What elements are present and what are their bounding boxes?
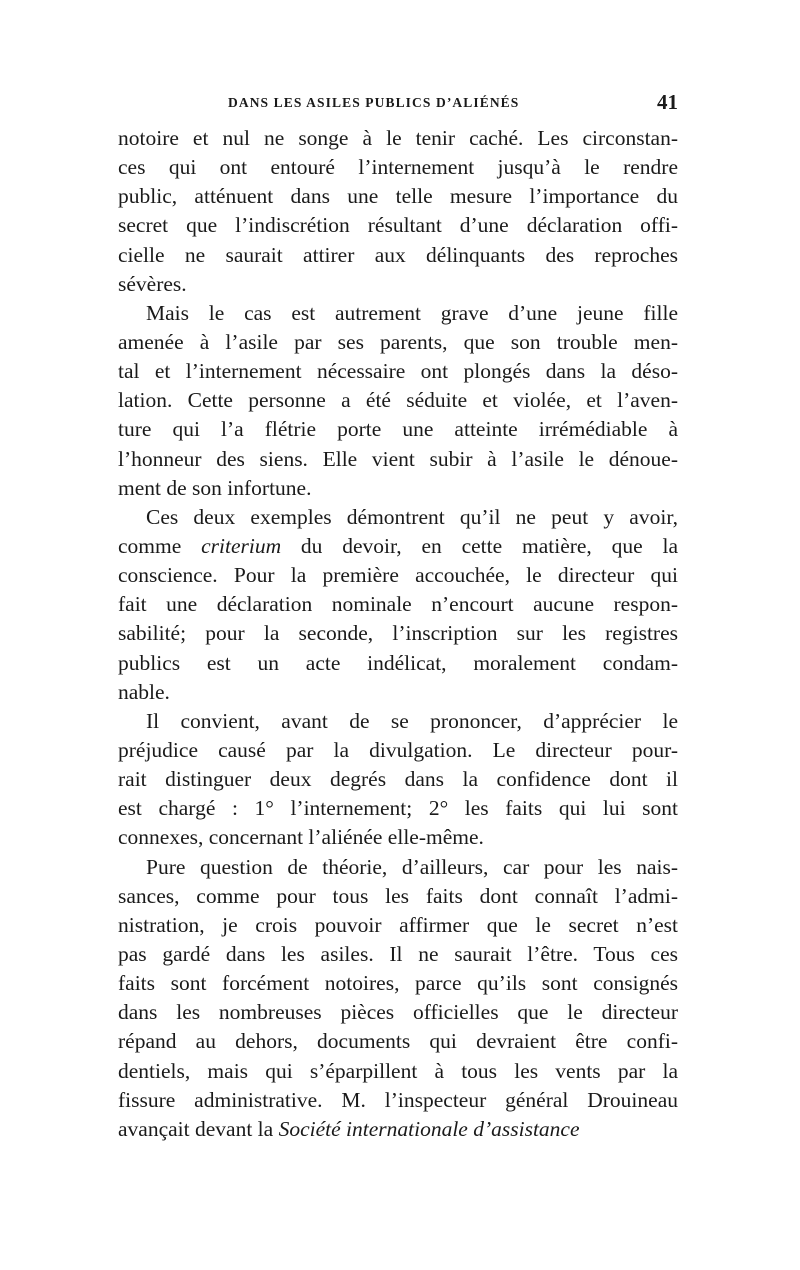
text-line: dentiels, mais qui s’éparpillent à tous les vents par la (118, 1058, 678, 1083)
text-line: nistration, je crois pouvoir affirmer que le secret n’est (118, 912, 678, 937)
text-line: secret que l’indiscrétion résultant d’une déclaration offi- (118, 213, 678, 238)
text-line: sances, comme pour tous les faits dont connaît l’admi- (118, 883, 678, 908)
text-line: fissure administrative. M. l’inspecteur général Drouineau (118, 1087, 678, 1112)
text-line: préjudice causé par la divulgation. Le directeur pour- (118, 737, 678, 762)
text-segment: comme (118, 533, 202, 558)
text-line: publics est un acte indélicat, moralement condam- (118, 650, 678, 675)
text-line: fait une déclaration nominale n’encourt aucune respon- (118, 592, 678, 617)
body-text (118, 124, 678, 1144)
text-line: pas gardé dans les asiles. Il ne saurait l’être. Tous ces (118, 941, 678, 966)
text-line: conscience. Pour la première accouchée, le directeur qui (118, 563, 678, 588)
text-line: ment de son infortune. (118, 475, 312, 500)
text-line: dans les nombreuses pièces officielles que le directeur (118, 1000, 678, 1025)
text-line: ture qui l’a flétrie porte une atteinte irrémédiable à (118, 417, 678, 442)
text-line: répand au dehors, documents qui devraient être confi- (118, 1029, 678, 1054)
text-line: tal et l’internement nécessaire ont plongés dans la déso- (118, 359, 678, 384)
text-line: amenée à l’asile par ses parents, que son trouble men- (118, 329, 678, 354)
text-line: lation. Cette personne a été séduite et violée, et l’aven- (118, 388, 678, 413)
text-line (118, 1115, 678, 1144)
text-line: sabilité; pour la seconde, l’inscription sur les registres (118, 621, 678, 646)
text-line: notoire et nul ne songe à le tenir caché. Les circonstan- (118, 126, 678, 150)
text-line: public, atténuent dans une telle mesure l’importance du (118, 184, 678, 209)
italic-text: Société internationale d’assistance (278, 1116, 580, 1141)
text-line: Mais le cas est autrement grave d’une jeune fille (146, 300, 678, 325)
text-line: Ces deux exemples démontrent qu’il ne peut y avoir, (146, 504, 678, 529)
text-line: Il convient, avant de se prononcer, d’apprécier le (146, 708, 678, 733)
text-line: ces qui ont entouré l’internement jusqu’à le rendre (118, 155, 678, 180)
text-line: Pure question de théorie, d’ailleurs, car pour les nais- (146, 854, 678, 879)
text-line: sévères. (118, 271, 187, 296)
page-number: 41 (657, 90, 678, 114)
text-line: est chargé : 1° l’internement; 2° les faits qui lui sont (118, 796, 678, 821)
text-line: cielle ne saurait attirer aux délinquants des reproches (118, 242, 678, 267)
text-line (118, 532, 678, 561)
text-line: nable. (118, 679, 170, 704)
text-segment: du devoir, en cette matière, que la (281, 533, 678, 558)
text-line: connexes, concernant l’aliénée elle-même. (118, 825, 484, 850)
text-line: faits sont forcément notoires, parce qu’ils sont consignés (118, 971, 678, 996)
text-segment: avançait devant la (118, 1116, 279, 1141)
text-line: rait distinguer deux degrés dans la confidence dont il (118, 767, 678, 792)
text-line: l’honneur des siens. Elle vient subir à l’asile le dénoue- (118, 446, 678, 471)
running-head (118, 92, 678, 116)
italic-text: criterium (201, 533, 282, 558)
running-title: DANS LES ASILES PUBLICS D’ALIÉNÉS (228, 95, 520, 110)
